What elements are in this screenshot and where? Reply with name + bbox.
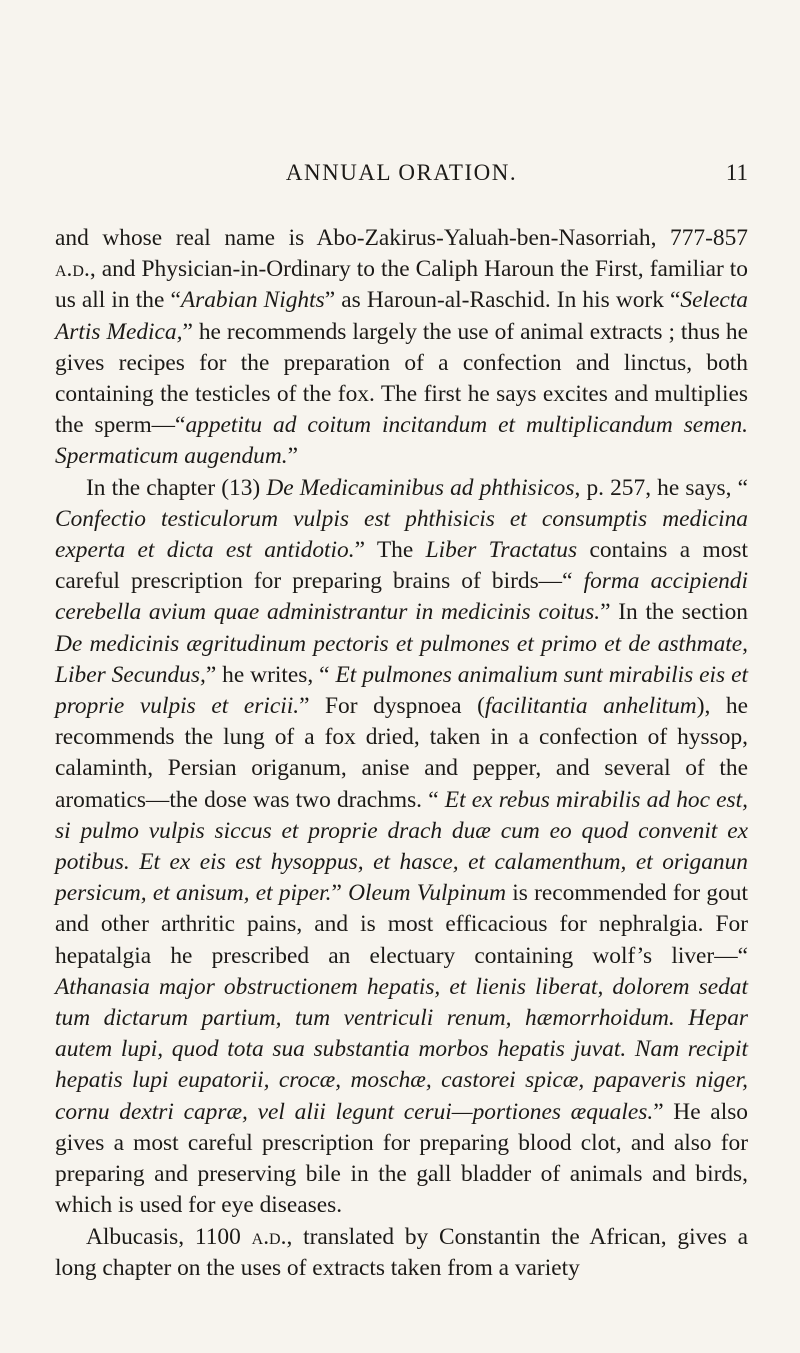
running-head (55, 160, 748, 190)
italic-run: Confectio testiculorum vulpis est phthisicis et consumptis medicina experta et dicta est antidotio. (55, 505, 748, 564)
text-run: and whose real name is Abo-Zakirus-Yaluah-ben-Nasorriah, 777-857 (55, 225, 748, 251)
small-caps-run: a.d. (251, 1223, 287, 1250)
body-text (55, 223, 748, 1284)
italic-run: Liber Tractatus (425, 537, 578, 564)
text-run: ), he recommends the lung of a fox dried, taken in a confection of hyssop, calaminth, Persian origanum, anise and pepper, and several of the aromatics—the dose was two drachms. “ (55, 693, 748, 813)
text-run: ” He also gives a most careful prescription for preparing blood clot, and also for preparing and preserving bile in the gall bladder of animals and birds, which is used for eye diseases. (55, 1098, 748, 1219)
italic-run: Athanasia major obstructionem hepatis, et lienis liberat, dolorem sedat tum dictarum partium, tum ventriculi renum, hæmorrhoidum. Hepar autem lupi, quod tota sua substantia morbos hepatis juvat. Nam recipit hepatis lupi eupatorii, crocæ, moschæ, castorei spicæ, papaveris niger, cornu dextri capræ, vel alii legunt cerui—portiones æquales. (55, 973, 748, 1125)
text-run: Albucasis, 1100 (86, 1223, 252, 1250)
italic-run: De Medicaminibus ad phthisicos (266, 474, 575, 501)
italic-run: appetitu ad coitum incitandum et multiplicandum semen. Spermaticum augendum. (55, 412, 749, 470)
text-run: ” In the section (600, 599, 749, 626)
italic-run: Et ex rebus mirabilis ad hoc est, si pulmo vulpis siccus et proprie drach duæ cum eo quod convenit ex potibus. Et ex eis est hysoppus, et hasce, et calamenthum, et origanun persicum, et anisum, et piper. (55, 786, 748, 907)
paragraph (55, 1222, 748, 1284)
text-run: In the chapter (13) (86, 474, 267, 501)
page-number: 11 (725, 160, 748, 185)
italic-run: Oleum Vulpinum (348, 880, 506, 907)
text-run: ” The (354, 537, 426, 564)
italic-run: Selecta Artis Medica, (55, 287, 748, 345)
text-run: , p. 257, he says, “ (574, 474, 748, 501)
text-run: , translated by Constantin the African, gives a long chapter on the uses of extracts taken from a variety (55, 1223, 748, 1281)
italic-run: forma accipiendi cerebella avium quae administrantur in medicinis coitus. (55, 568, 749, 626)
italic-run: Et pulmones animalium sunt mirabilis eis et proprie vulpis et ericii. (55, 661, 748, 720)
small-caps-run: a.d. (55, 256, 90, 283)
text-run: ” For dyspnoea ( (299, 693, 485, 720)
text-run: , and Physician-in-Ordinary to the Caliph Haroun the First, familiar to us all in the “ (55, 256, 748, 314)
text-run: ” he writes, “ (205, 661, 336, 688)
paragraph (55, 473, 748, 1222)
text-run: is recommended for gout and other arthritic pains, and is most efficacious for nephralgia. For hepatalgia he prescribed an electuary containing wolf’s liver—“ (55, 880, 749, 969)
text-run: ” he recommends largely the use of animal extracts ; thus he gives recipes for the preparation of a confection and linctus, both containing the testicles of the fox. The first he says excites and multiplies the sperm—“ (55, 318, 748, 439)
text-run: ” (331, 880, 349, 907)
paragraph (55, 223, 748, 473)
italic-run: De medicinis ægritudinum pectoris et pulmones et primo et de asthmate, Liber Secundus, (55, 630, 748, 688)
text-run: ” (287, 443, 298, 470)
running-title: ANNUAL ORATION. (285, 160, 518, 185)
text-run: ” as Haroun-al-Raschid. In his work “ (324, 287, 681, 314)
italic-run: Arabian Nights (180, 287, 325, 314)
text-run: contains a most careful prescription for preparing brains of birds—“ (55, 537, 748, 595)
italic-run: facilitantia anhelitum (484, 693, 697, 720)
